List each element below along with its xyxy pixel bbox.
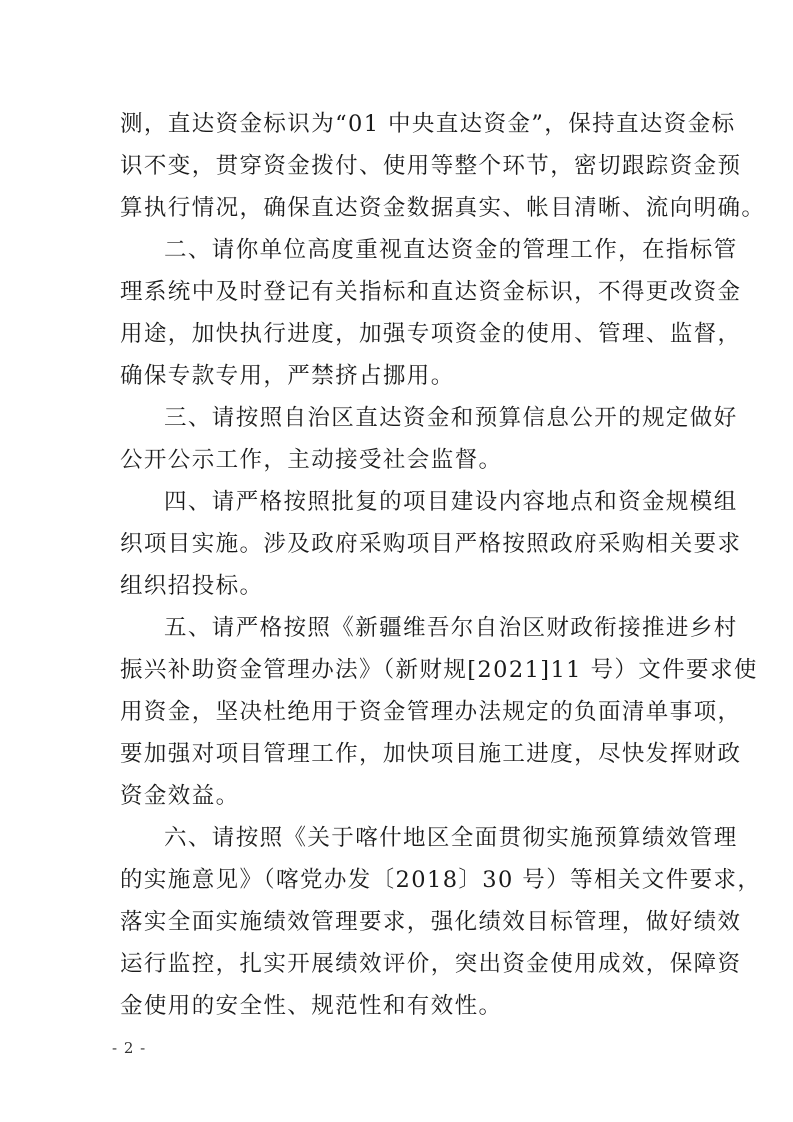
text-line: 公开公示工作，主动接受社会监督。	[120, 447, 503, 473]
text-line: 测，直达资金标识为“01 中央直达资金”，保持直达资金标	[120, 111, 736, 137]
text-line: 组织招投标。	[120, 573, 264, 599]
text-line: 用途，加快执行进度，加强专项资金的使用、管理、监督，	[120, 321, 742, 347]
paragraph-4-heading-line: 四、请严格按照批复的项目建设内容地点和资金规模组	[164, 489, 738, 515]
paragraph-3-heading-line: 三、请按照自治区直达资金和预算信息公开的规定做好	[164, 405, 738, 431]
text-line: 织项目实施。涉及政府采购项目严格按照政府采购相关要求	[120, 531, 742, 557]
text-line: 落实全面实施绩效管理要求，强化绩效目标管理，做好绩效	[120, 909, 742, 935]
text-line: 振兴补助资金管理办法》（新财规[2021]11 号）文件要求使	[120, 657, 758, 683]
page-number: - 2 -	[112, 1039, 147, 1057]
text-line: 资金效益。	[120, 783, 240, 809]
text-line: 的实施意见》（喀党办发〔2018〕30 号）等相关文件要求，	[120, 867, 762, 893]
text-line: 确保专款专用，严禁挤占挪用。	[120, 363, 455, 389]
paragraph-6-heading-line: 六、请按照《关于喀什地区全面贯彻实施预算绩效管理	[164, 825, 738, 851]
text-line: 运行监控，扎实开展绩效评价，突出资金使用成效，保障资	[120, 951, 742, 977]
text-line: 金使用的安全性、规范性和有效性。	[120, 993, 503, 1019]
paragraph-5-heading-line: 五、请严格按照《新疆维吾尔自治区财政衔接推进乡村	[164, 615, 738, 641]
paragraph-2-heading-line: 二、请你单位高度重视直达资金的管理工作，在指标管	[164, 237, 738, 263]
text-line: 理系统中及时登记有关指标和直达资金标识，不得更改资金	[120, 279, 742, 305]
text-line: 要加强对项目管理工作，加快项目施工进度，尽快发挥财政	[120, 741, 742, 767]
text-line: 识不变，贯穿资金拨付、使用等整个环节，密切跟踪资金预	[120, 153, 742, 179]
text-line: 用资金，坚决杜绝用于资金管理办法规定的负面清单事项，	[120, 699, 742, 725]
text-line: 算执行情况，确保直达资金数据真实、帐目清晰、流向明确。	[120, 195, 766, 221]
